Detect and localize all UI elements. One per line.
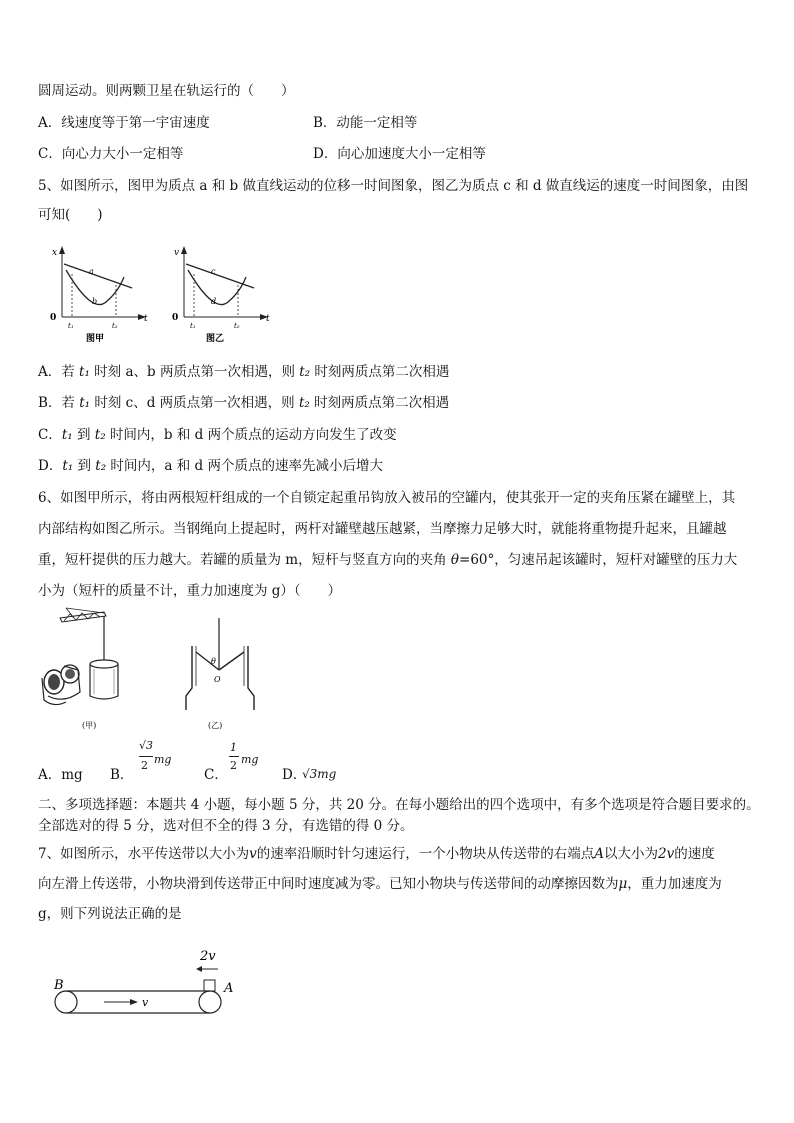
q4-stem-cont: 圆周运动。则两颗卫星在轨运行的（ ） <box>38 83 295 99</box>
small-block <box>204 980 215 991</box>
fig-yi-caption: 图乙 <box>206 334 225 344</box>
left-roller <box>55 991 77 1013</box>
section2-instructions-line2: 全部选对的得 5 分，选对但不全的得 3 分，有选错的得 0 分。 <box>38 818 414 834</box>
q6-option-d-value: √3mg <box>302 767 337 781</box>
q5-figure-jia <box>44 242 154 348</box>
q6-option-b-label: B． <box>110 767 134 783</box>
line-a <box>64 264 132 288</box>
q6-option-a: A．mg <box>38 767 83 783</box>
q5-option-d: D．t₁ 到 t₂ 时间内，a 和 d 两个质点的速率先减小后增大 <box>38 458 383 474</box>
q5-stem-line2: 可知( ) <box>38 207 103 223</box>
q6-option-b-tail: mg <box>154 753 172 766</box>
q6-stem-line3: 重，短杆提供的压力越大。若罐的质量为 m，短杆与竖直方向的夹角 θ=60°，匀速吊起该罐时，短杆对罐壁的压力大 <box>38 552 738 568</box>
q4-option-b: B．动能一定相等 <box>313 115 418 131</box>
q6-option-c-fraction-bar <box>229 756 239 757</box>
fig-yi-label-c: c <box>211 267 216 276</box>
q6-option-c-tail: mg <box>241 753 259 766</box>
fig-jia-caption: 图甲 <box>86 334 105 344</box>
q6-stem-line4: 小为（短杆的质量不计，重力加速度为 g）（ ） <box>38 583 342 599</box>
q5-stem-line1: 5、如图所示，图甲为质点 a 和 b 做直线运动的位移一时间图象，图乙为质点 c 和 d 做直线运的速度一时间图象，由图 <box>38 178 749 194</box>
q7-stem-line3: g，则下列说法正确的是 <box>38 906 182 922</box>
fig-jia-label-b: b <box>92 297 98 306</box>
q5-option-b: B．若 t₁ 时刻 c、d 两质点第一次相遇，则 t₂ 时刻两质点第二次相遇 <box>38 395 450 411</box>
fig-yi-theta: θ <box>211 657 216 666</box>
q6-figure-jia <box>34 604 154 732</box>
fig-yi-xaxis: t <box>266 314 270 324</box>
fig-yi-t2: t₂ <box>234 322 240 330</box>
q5-figure-yi <box>166 242 276 348</box>
q7-stem-line2: 向左滑上传送带，小物块滑到传送带正中间时速度减为零。已知小物块与传送带间的动摩擦因数为μ，重力加速度为 <box>38 876 722 892</box>
fig-jia-label-a: a <box>89 267 94 276</box>
q4-option-c: C．向心力大小一定相等 <box>38 146 184 162</box>
fig-yi-caption: (乙) <box>208 721 223 730</box>
q4-option-d: D．向心加速度大小一定相等 <box>313 146 486 162</box>
q6-option-d-label: D． <box>282 767 307 783</box>
fig-point-a: A <box>224 981 234 996</box>
q6-stem-line2: 内部结构如图乙所示。当钢绳向上提起时，两杆对罐壁越压越紧，当摩擦力足够大时，就能将重物提升起来，且罐越 <box>38 521 727 537</box>
fig-yi-o: O <box>214 675 221 684</box>
q5-option-a: A．若 t₁ 时刻 a、b 两质点第一次相遇，则 t₂ 时刻两质点第二次相遇 <box>38 364 450 380</box>
q7-stem-line1: 7、如图所示，水平传送带以大小为v的速率沿顺时针匀速运行，一个小物块从传送带的右端点A以大小为2v的速度 <box>38 846 715 862</box>
fig-yi-label-d: d <box>211 297 217 306</box>
q6-option-c-label: C． <box>204 767 228 783</box>
right-roller <box>199 991 221 1013</box>
q6-figure-yi <box>178 618 258 732</box>
q6-option-c-denominator: 2 <box>230 759 237 772</box>
fig-jia-xaxis: t <box>144 314 148 324</box>
q6-option-b-fraction-bar <box>139 756 153 757</box>
fig-jia-origin: 0 <box>50 313 57 323</box>
q7-conveyor-figure <box>50 944 250 1016</box>
fig-jia-caption: (甲) <box>82 721 97 730</box>
fig-jia-yaxis: x <box>52 248 58 258</box>
q6-option-c-numerator: 1 <box>230 741 237 754</box>
section2-instructions-line1: 二、多项选择题：本题共 4 小题，每小题 5 分，共 20 分。在每小题给出的四个选项中，有多个选项是符合题目要求的。 <box>38 797 760 813</box>
fig-yi-origin: 0 <box>172 313 179 323</box>
fig-yi-yaxis: v <box>174 248 180 258</box>
fig-jia-t2: t₂ <box>112 322 118 330</box>
fig-point-b: B <box>54 978 64 993</box>
fig-yi-t1: t₁ <box>190 322 196 330</box>
q6-option-b-denominator: 2 <box>141 759 148 772</box>
q5-option-c: C．t₁ 到 t₂ 时间内，b 和 d 两个质点的运动方向发生了改变 <box>38 427 397 443</box>
q6-option-b-numerator: √3 <box>139 739 154 752</box>
q6-stem-line1: 6、如图甲所示，将由两根短杆组成的一个自锁定起重吊钩放入被吊的空罐内，使其张开一定的夹角压紧在罐壁上，其 <box>38 490 736 506</box>
q4-option-a: A．线速度等于第一宇宙速度 <box>38 115 210 131</box>
fig-jia-t1: t₁ <box>68 322 74 330</box>
fig-speed-label: 2v <box>200 949 216 964</box>
fig-belt-speed: v <box>142 996 149 1009</box>
line-c <box>186 264 254 288</box>
